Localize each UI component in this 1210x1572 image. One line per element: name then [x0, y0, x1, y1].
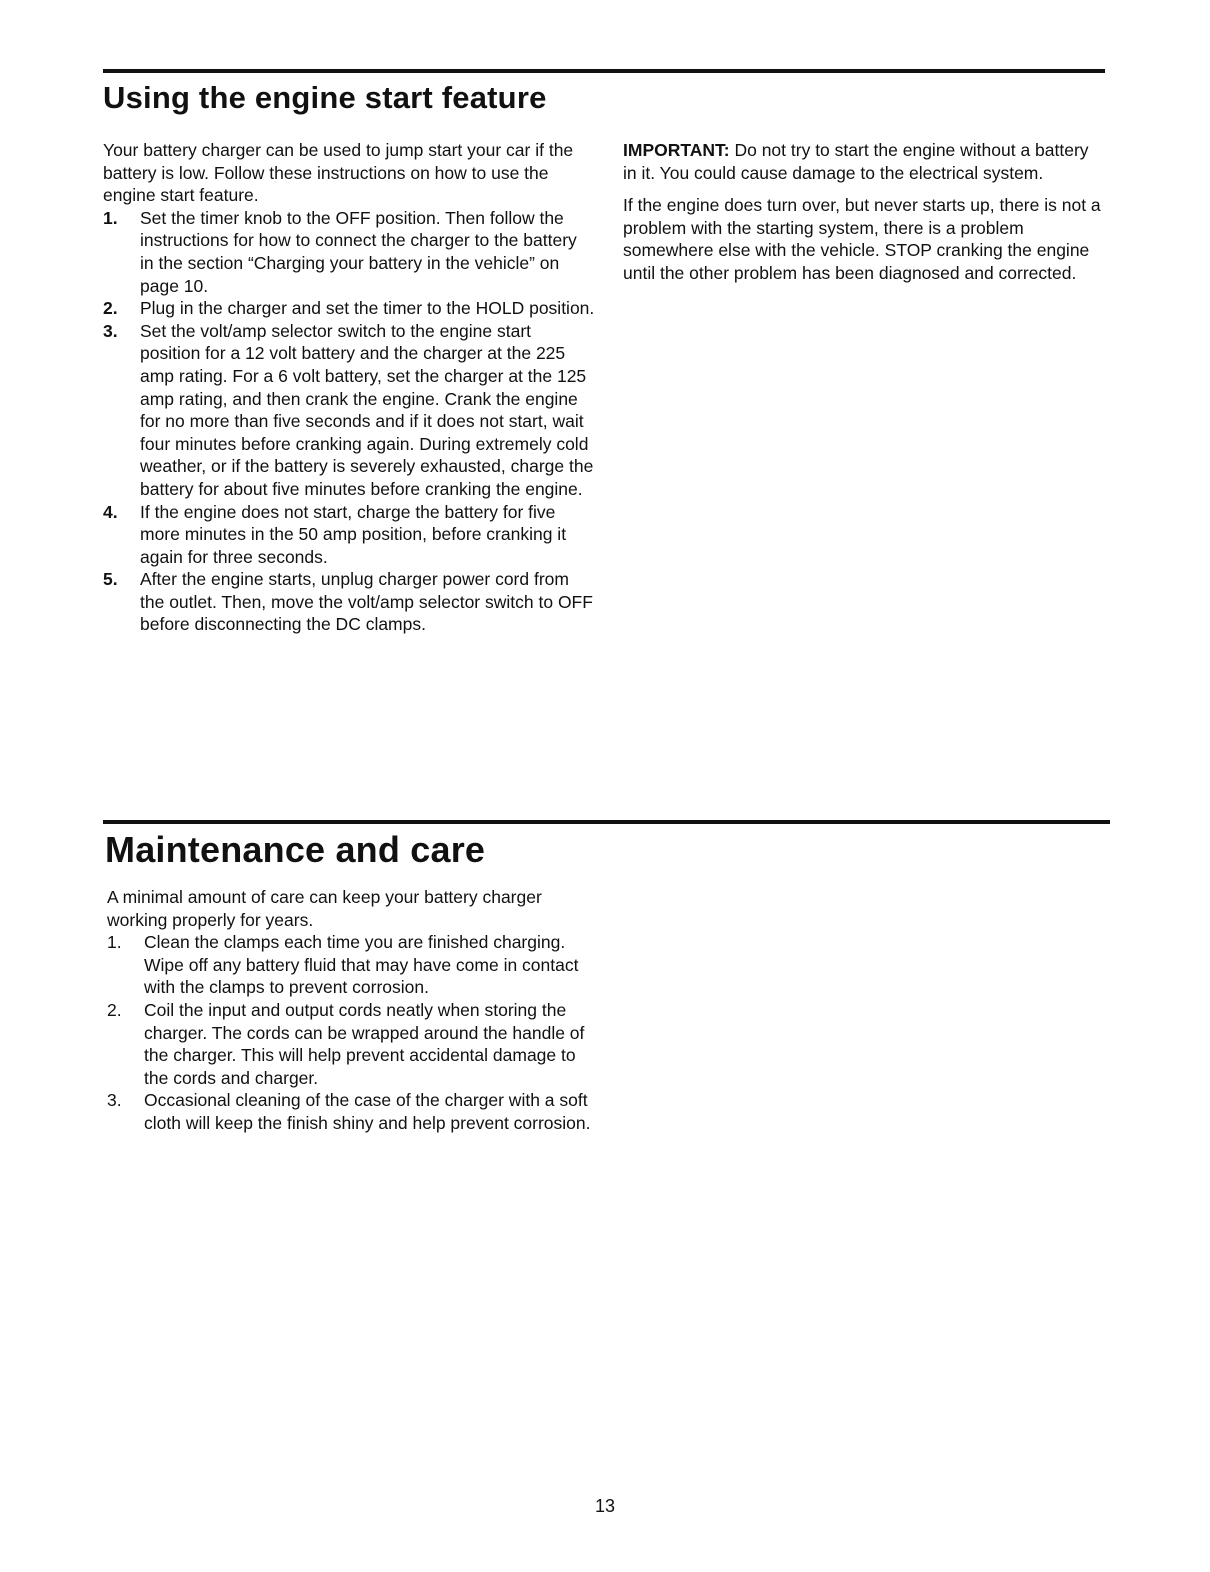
- step-text: Occasional cleaning of the case of the charger with a soft cloth will keep the finish shiny and help prevent corrosion.: [144, 1090, 591, 1133]
- important-text: Do not try to start the engine without a battery in it. You could cause damage to the electrical system.: [623, 140, 1089, 183]
- section-rule-maintenance: [103, 820, 1110, 824]
- list-item: [103, 320, 595, 501]
- list-item: [107, 999, 602, 1089]
- step-text: Set the volt/amp selector switch to the engine start position for a 12 volt battery and the charger at the 225 amp rating. For a 6 volt battery, set the charger at the 125 amp rating, and then crank the engine. Crank the engine for no more than five seconds and if it does not start, wait four minutes before cranking again. During extremely cold weather, or if the battery is severely exhausted, charge the battery for about five minutes before cranking the engine.: [140, 320, 594, 499]
- step-text: If the engine does not start, charge the battery for five more minutes in the 50 amp position, before cranking it again for three seconds.: [140, 501, 567, 567]
- list-item: [107, 1089, 602, 1134]
- engine-right-column: [623, 139, 1103, 285]
- engine-intro: Your battery charger can be used to jump start your car if the battery is low. Follow these instructions on how to use the engine start feature.: [103, 140, 574, 206]
- section-rule-engine: [103, 69, 1105, 73]
- step-number: 5.: [103, 569, 118, 590]
- step-text: After the engine starts, unplug charger power cord from the outlet. Then, move the volt/amp selector switch to OFF before disconnecting the DC clamps.: [140, 569, 593, 635]
- step-number: 4.: [103, 501, 118, 522]
- section-title-maintenance: Maintenance and care: [105, 829, 486, 870]
- step-number: 3.: [103, 320, 118, 341]
- maintenance-intro: A minimal amount of care can keep your battery charger working properly for years.: [107, 887, 542, 930]
- starting-system-note: If the engine does turn over, but never starts up, there is not a problem with the starting system, there is a problem somewhere else with the vehicle. STOP cranking the engine until the other problem has been diagnosed and corrected.: [623, 195, 1101, 283]
- maintenance-column: [107, 886, 602, 1135]
- step-number: 2.: [107, 999, 122, 1020]
- important-note: [623, 139, 1103, 184]
- section-title-engine-start: Using the engine start feature: [103, 80, 547, 115]
- engine-steps-list: [103, 207, 595, 636]
- list-item: [107, 931, 602, 999]
- list-item: [103, 207, 595, 297]
- step-text: Set the timer knob to the OFF position. Then follow the instructions for how to connect the charger to the battery in the section “Charging your battery in the vehicle” on page 10.: [140, 207, 577, 296]
- step-number: 3.: [107, 1090, 122, 1111]
- list-item: [103, 568, 595, 636]
- list-item: [103, 297, 595, 320]
- step-text: Clean the clamps each time you are finished charging. Wipe off any battery fluid that may have come in contact with the clamps to prevent corrosion.: [144, 932, 579, 998]
- engine-left-column: [103, 139, 595, 636]
- step-text: Coil the input and output cords neatly when storing the charger. The cords can be wrapped around the handle of the charger. This will help prevent accidental damage to the cords and charger.: [144, 999, 585, 1088]
- important-label: IMPORTANT:: [623, 140, 730, 160]
- step-number: 1.: [107, 932, 122, 953]
- step-number: 2.: [103, 298, 118, 319]
- list-item: [103, 501, 595, 569]
- maintenance-steps-list: [107, 931, 602, 1134]
- step-number: 1.: [103, 207, 118, 228]
- page-number: 13: [594, 1496, 616, 1516]
- step-text: Plug in the charger and set the timer to the HOLD position.: [140, 298, 595, 319]
